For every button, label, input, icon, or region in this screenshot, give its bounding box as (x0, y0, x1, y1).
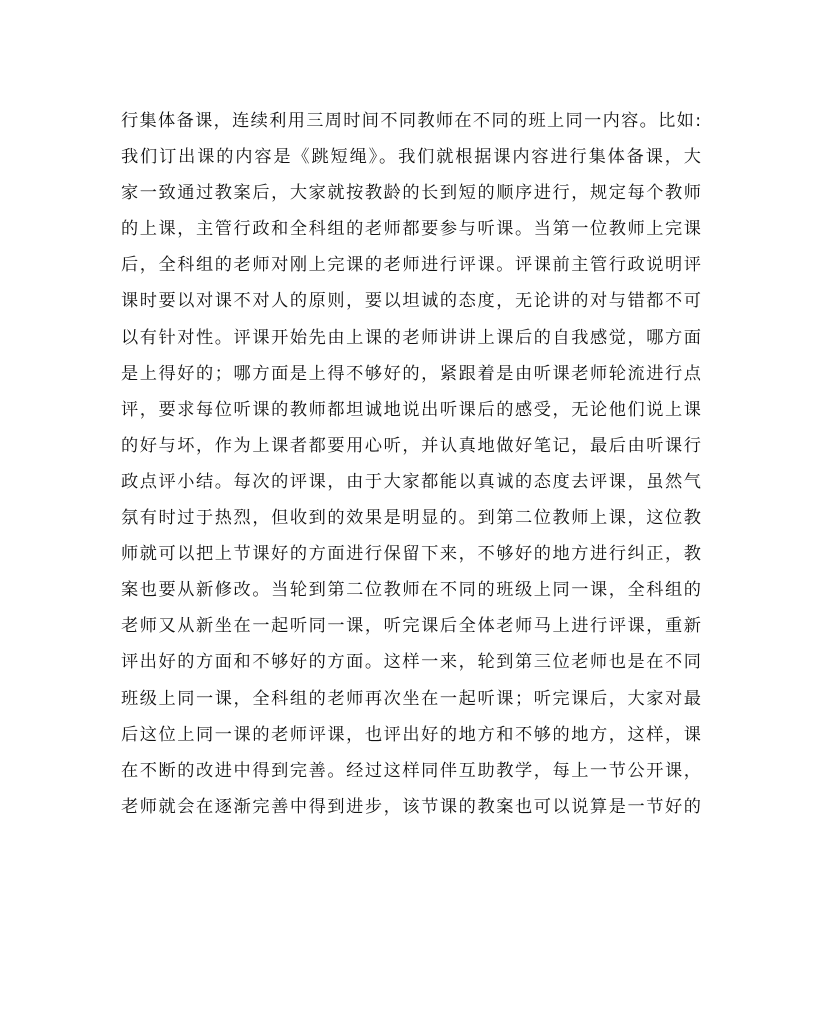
text-line: 评出好的方面和不够好的方面。这样一来，轮到第三位老师也是在不同 (121, 652, 701, 673)
text-line: 评，要求每位听课的教师都坦诚地说出听课后的感受，无论他们说上课 (121, 399, 701, 420)
text-line: 氛有时过于热烈，但收到的效果是明显的。到第二位教师上课，这位教 (121, 508, 701, 529)
text-line: 后这位上同一课的老师评课，也评出好的地方和不够的地方，这样，课 (121, 724, 701, 745)
text-line: 老师又从新坐在一起听同一课，听完课后全体老师马上进行评课，重新 (121, 616, 701, 637)
text-line: 老师就会在逐渐完善中得到进步，该节课的教案也可以说算是一节好的 (121, 796, 701, 817)
text-line: 我们订出课的内容是《跳短绳》。我们就根据课内容进行集体备课，大 (121, 147, 701, 168)
text-line: 家一致通过教案后，大家就按教龄的长到短的顺序进行，规定每个教师 (121, 183, 701, 204)
body-text (121, 103, 701, 825)
text-line: 师就可以把上节课好的方面进行保留下来，不够好的地方进行纠正，教 (121, 544, 701, 565)
text-line: 课时要以对课不对人的原则，要以坦诚的态度，无论讲的对与错都不可 (121, 291, 701, 312)
text-line: 班级上同一课，全科组的老师再次坐在一起听课；听完课后，大家对最 (121, 688, 701, 709)
text-line: 的上课，主管行政和全科组的老师都要参与听课。当第一位教师上完课 (121, 219, 701, 240)
text-line: 在不断的改进中得到完善。经过这样同伴互助教学，每上一节公开课， (121, 760, 701, 781)
text-line: 以有针对性。评课开始先由上课的老师讲讲上课后的自我感觉，哪方面 (121, 327, 701, 348)
text-line: 政点评小结。每次的评课，由于大家都能以真诚的态度去评课，虽然气 (121, 471, 701, 492)
text-line: 后，全科组的老师对刚上完课的老师进行评课。评课前主管行政说明评 (121, 255, 701, 276)
text-line: 案也要从新修改。当轮到第二位教师在不同的班级上同一课，全科组的 (121, 580, 701, 601)
text-line: 的好与坏，作为上课者都要用心听，并认真地做好笔记，最后由听课行 (121, 435, 701, 456)
text-line: 行集体备课，连续利用三周时间不同教师在不同的班上同一内容。比如: (121, 111, 701, 131)
text-line: 是上得好的；哪方面是上得不够好的，紧跟着是由听课老师轮流进行点 (121, 363, 701, 384)
